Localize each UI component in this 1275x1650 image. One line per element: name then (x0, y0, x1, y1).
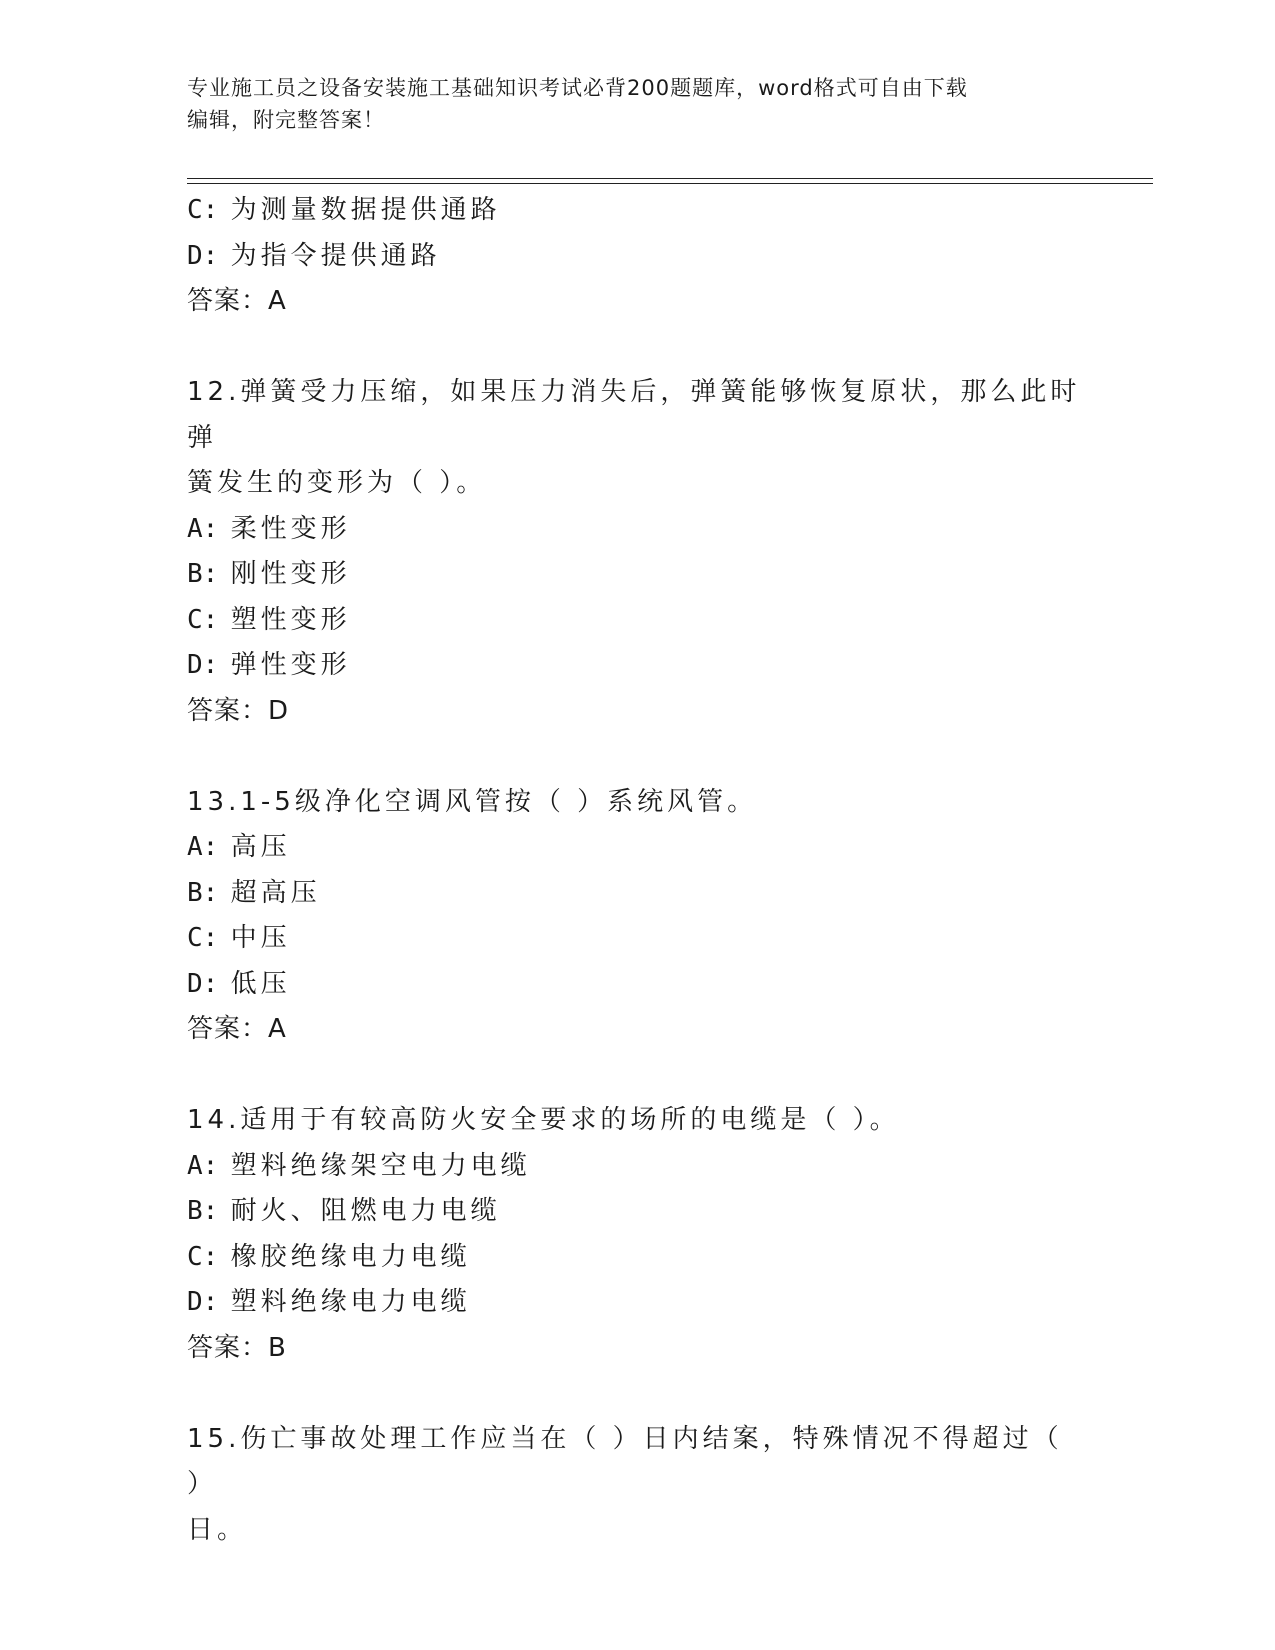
option-a: A: 柔性变形 (187, 513, 351, 544)
answer-line: 答案：D (187, 695, 290, 726)
question-12 (187, 370, 1087, 734)
question-text-line: 13.1-5级净化空调风管按（ ）系统风管。 (187, 786, 758, 817)
option-c: C: 橡胶绝缘电力电缆 (187, 1241, 471, 1272)
option-c: C: 中压 (187, 923, 291, 953)
header-line-1: 专业施工员之设备安装施工基础知识考试必背200题题库，word格式可自由下载 (187, 76, 968, 100)
option-c: C: 塑性变形 (187, 604, 351, 635)
answer-line: 答案：A (187, 286, 287, 316)
option-d: D: 为指令提供通路 (187, 240, 441, 271)
answer-line: 答案：B (187, 1332, 287, 1363)
option-b: B: 耐火、阻燃电力电缆 (187, 1196, 501, 1226)
option-b: B: 超高压 (187, 877, 321, 908)
question-text-line: 15.伤亡事故处理工作应当在（ ）日内结案，特殊情况不得超过（ ） (187, 1423, 1063, 1499)
document-header (187, 72, 1067, 136)
header-line-2: 编辑，附完整答案！ (187, 108, 385, 132)
question-text-line: 簧发生的变形为（ ）。 (187, 468, 487, 498)
question-text-line: 14.适用于有较高防火安全要求的场所的电缆是（ ）。 (187, 1105, 900, 1135)
option-a: A: 高压 (187, 832, 291, 862)
answer-line: 答案：A (187, 1014, 287, 1044)
option-c: C: 为测量数据提供通路 (187, 195, 501, 225)
question-list (187, 188, 1087, 1553)
question-text-line: 12.弹簧受力压缩，如果压力消失后，弹簧能够恢复原状，那么此时弹 (187, 377, 1081, 453)
header-divider-bottom (187, 183, 1153, 184)
header-divider-top (187, 178, 1153, 179)
option-d: D: 弹性变形 (187, 650, 351, 680)
question-15 (187, 1417, 1087, 1554)
question-text-line: 日。 (187, 1514, 248, 1545)
question-11-tail (187, 188, 1087, 325)
option-a: A: 塑料绝缘架空电力电缆 (187, 1150, 531, 1181)
option-b: B: 刚性变形 (187, 559, 351, 589)
question-14 (187, 1098, 1087, 1371)
option-d: D: 低压 (187, 968, 291, 999)
question-13 (187, 780, 1087, 1053)
option-d: D: 塑料绝缘电力电缆 (187, 1287, 471, 1317)
